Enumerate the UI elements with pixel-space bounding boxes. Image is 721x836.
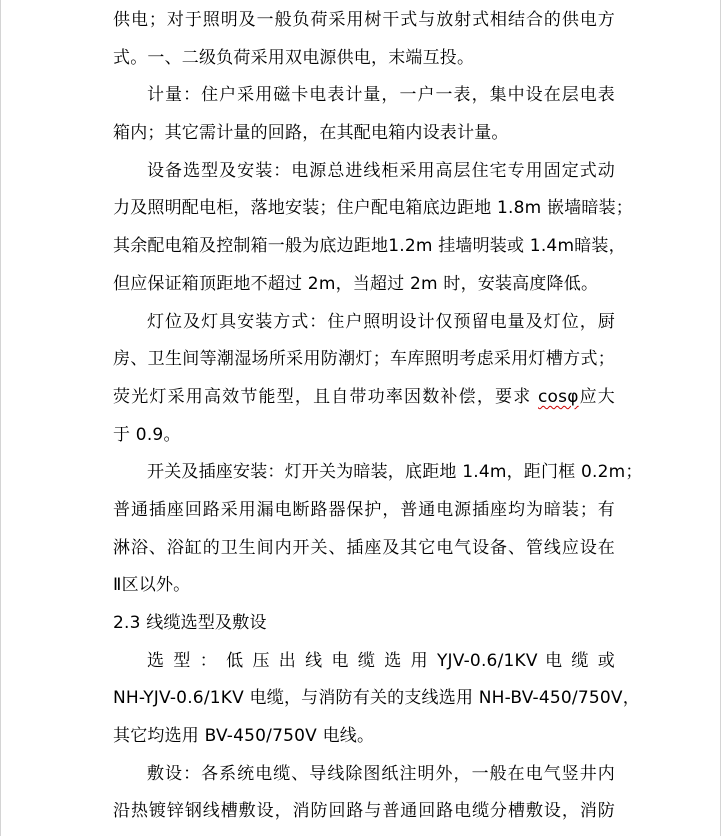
body-line: Ⅱ区以外。 (113, 575, 191, 596)
spellcheck-flagged-word[interactable]: cosφ (538, 386, 579, 407)
body-line: 式。一、二级负荷采用双电源供电，末端互投。 (113, 47, 475, 68)
paragraph-first-line: 计量：住户采用磁卡电表计量，一户一表，集中设在层电表 (147, 85, 615, 106)
text-segment: 应大 (578, 386, 616, 407)
body-line: 力及照明配电柜，落地安装；住户配电箱底边距地 1.8m 嵌墙暗装； (113, 198, 634, 219)
body-line: 其余配电箱及控制箱一般为底边距地1.2m 挂墙明装或 1.4m暗装， (113, 236, 626, 257)
body-line-with-flagged-word (113, 379, 615, 417)
paragraph-first-line: 开关及插座安装：灯开关为暗装，底距地 1.4m，距门框 0.2m； (147, 462, 643, 483)
body-line: 供电；对于照明及一般负荷采用树干式与放射式相结合的供电方 (113, 10, 615, 30)
body-line: 箱内；其它需计量的回路，在其配电箱内设表计量。 (113, 123, 509, 144)
paragraph-first-line: 灯位及灯具安装方式：住户照明设计仅预留电量及灯位，厨 (147, 311, 615, 332)
paragraph-first-line: 敷设：各系统电缆、导线除图纸注明外，一般在电气竖井内 (147, 763, 615, 784)
body-line: 普通插座回路采用漏电断路器保护，普通电源插座均为暗装；有 (113, 499, 615, 520)
document-body (113, 0, 643, 831)
body-line: 于 0.9。 (113, 424, 181, 445)
paragraph-first-line: 选 型 ： 低 压 出 线 电 缆 选 用 YJV-0.6/1KV 电 缆 或 (147, 650, 615, 671)
body-line: 但应保证箱顶距地不超过 2m，当超过 2m 时，安装高度降低。 (113, 273, 599, 294)
body-line: NH-YJV-0.6/1KV 电缆，与消防有关的支线选用 NH-BV-450/750V， (113, 688, 640, 709)
body-line: 沿热镀锌钢线槽敷设，消防回路与普通回路电缆分槽敷设，消防 (113, 801, 615, 822)
body-line: 淋浴、浴缸的卫生间内开关、插座及其它电气设备、管线应设在 (113, 537, 615, 558)
paragraph-first-line: 设备选型及安装：电源总进线柜采用高层住宅专用固定式动 (147, 160, 615, 181)
body-line: 其它均选用 BV-450/750V 电线。 (113, 726, 375, 747)
section-heading: 2.3 线缆选型及敷设 (113, 613, 267, 633)
text-segment: 荧光灯采用高效节能型，且自带功率因数补偿，要求 (113, 386, 538, 407)
body-line: 房、卫生间等潮湿场所采用防潮灯；车库照明考虑采用灯槽方式； (113, 349, 615, 370)
